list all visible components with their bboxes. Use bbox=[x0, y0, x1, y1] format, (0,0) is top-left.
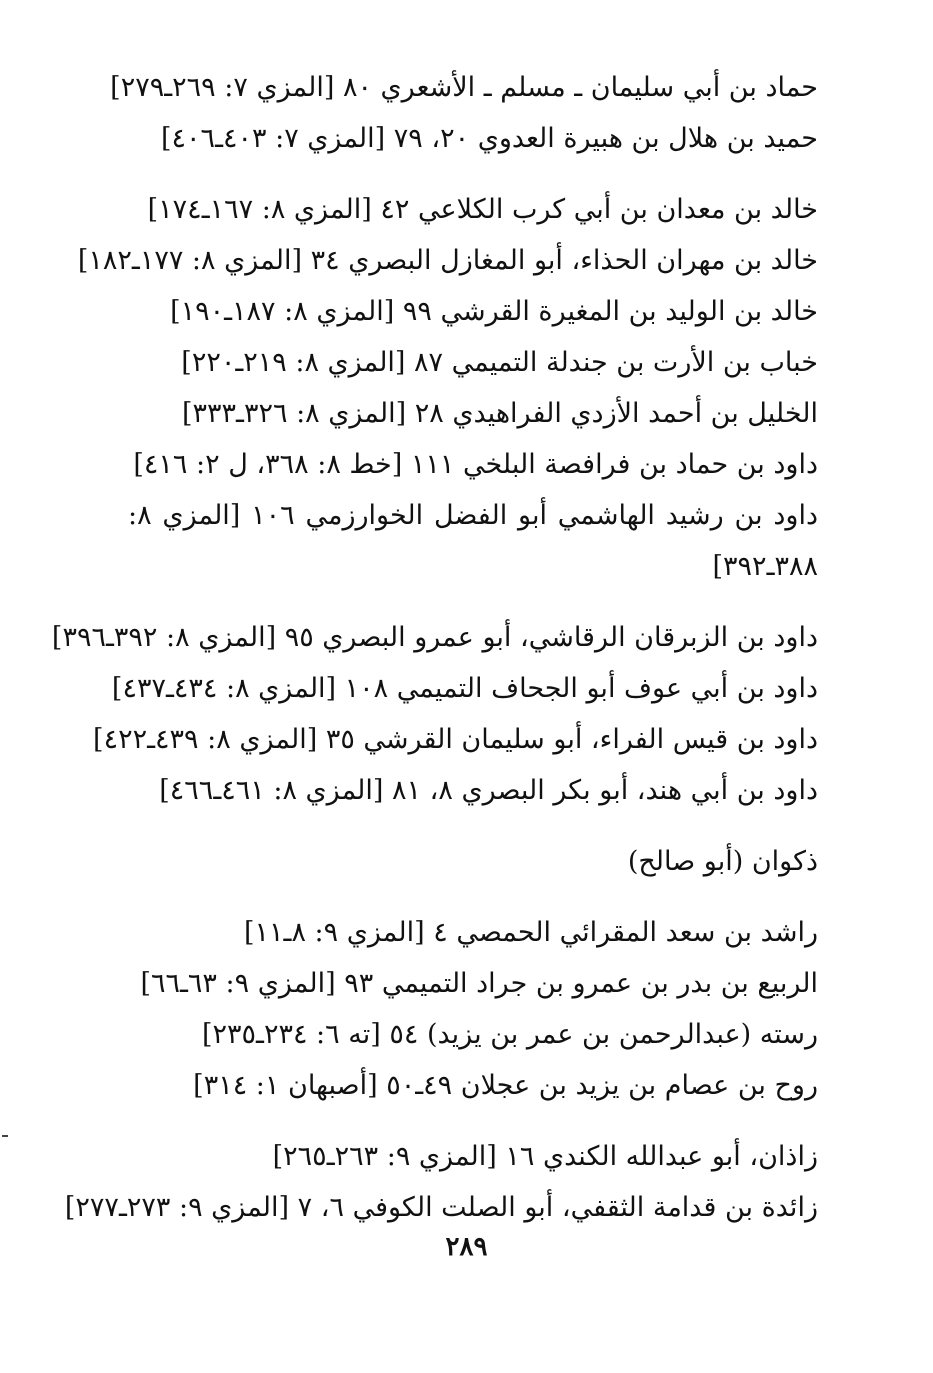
index-entries bbox=[51, 62, 818, 1253]
page-number: ٢٨٩ bbox=[445, 1232, 488, 1262]
index-entry: داود بن حماد بن فرافصة البلخي ١١١ [خط ٨: ٣٦٨، ل ٢: ٤١٦] bbox=[133, 449, 818, 480]
scan-mark bbox=[2, 1135, 8, 1137]
index-entry: داود بن أبي عوف أبو الجحاف التميمي ١٠٨ [المزي ٨: ٤٣٤ـ٤٣٧] bbox=[111, 673, 818, 704]
index-entry: حماد بن أبي سليمان ـ مسلم ـ الأشعري ٨٠ [المزي ٧: ٢٦٩ـ٢٧٩] bbox=[110, 72, 818, 103]
entry-group-ra bbox=[128, 907, 818, 1111]
index-entry: راشد بن سعد المقرائي الحمصي ٤ [المزي ٩: ٨ـ١١] bbox=[243, 917, 818, 948]
index-entry: خالد بن معدان بن أبي كرب الكلاعي ٤٢ [المزي ٨: ١٦٧ـ١٧٤] bbox=[147, 194, 818, 225]
index-entry: داود بن أبي هند، أبو بكر البصري ٨، ٨١ [المزي ٨: ٤٦١ـ٤٦٦] bbox=[159, 775, 818, 806]
index-entry: الخليل بن أحمد الأزدي الفراهيدي ٢٨ [المزي ٨: ٣٢٦ـ٣٣٣] bbox=[181, 398, 818, 429]
index-entry: حميد بن هلال بن هبيرة العدوي ٢٠، ٧٩ [المزي ٧: ٤٠٣ـ٤٠٦] bbox=[161, 123, 818, 154]
index-entry: داود بن رشيد الهاشمي أبو الفضل الخوارزمي ١٠٦ [المزي ٨: ٣٨٨ـ٣٩٢] bbox=[128, 500, 818, 582]
index-entry: زائدة بن قدامة الثقفي، أبو الصلت الكوفي ٦، ٧ [المزي ٩: ٢٧٣ـ٢٧٧] bbox=[64, 1192, 818, 1223]
index-entry: داود بن قيس الفراء، أبو سليمان القرشي ٣٥ [المزي ٨: ٤٣٩ـ٤٢٢] bbox=[93, 724, 818, 755]
index-entry: داود بن الزبرقان الرقاشي، أبو عمرو البصري ٩٥ [المزي ٨: ٣٩٢ـ٣٩٦] bbox=[51, 622, 818, 653]
entry-group-dal bbox=[51, 612, 818, 816]
entry-group-dhal bbox=[128, 836, 818, 887]
index-entry: ذكوان (أبو صالح) bbox=[627, 846, 818, 877]
index-entry: الربيع بن بدر بن عمرو بن جراد التميمي ٩٣ [المزي ٩: ٦٣ـ٦٦] bbox=[140, 968, 818, 999]
index-entry: زاذان، أبو عبدالله الكندي ١٦ [المزي ٩: ٢٦٣ـ٢٦٥] bbox=[272, 1141, 818, 1172]
index-entry: خالد بن مهران الحذاء، أبو المغازل البصري ٣٤ [المزي ٨: ١٧٧ـ١٨٢] bbox=[77, 245, 818, 276]
index-entry: خباب بن الأرت بن جندلة التميمي ٨٧ [المزي ٨: ٢١٩ـ٢٢٠] bbox=[181, 347, 818, 378]
entry-group-kha-dal bbox=[77, 184, 818, 592]
index-entry: خالد بن الوليد بن المغيرة القرشي ٩٩ [المزي ٨: ١٨٧ـ١٩٠] bbox=[170, 296, 818, 327]
entry-group-zay bbox=[64, 1131, 818, 1233]
entry-group-ha bbox=[110, 62, 818, 164]
index-entry: روح بن عصام بن يزيد بن عجلان ٤٩ـ٥٠ [أصبهان ١: ٣١٤] bbox=[193, 1070, 818, 1101]
index-entry: رسته (عبدالرحمن بن عمر بن يزيد) ٥٤ [ته ٦: ٢٣٤ـ٢٣٥] bbox=[201, 1019, 818, 1050]
